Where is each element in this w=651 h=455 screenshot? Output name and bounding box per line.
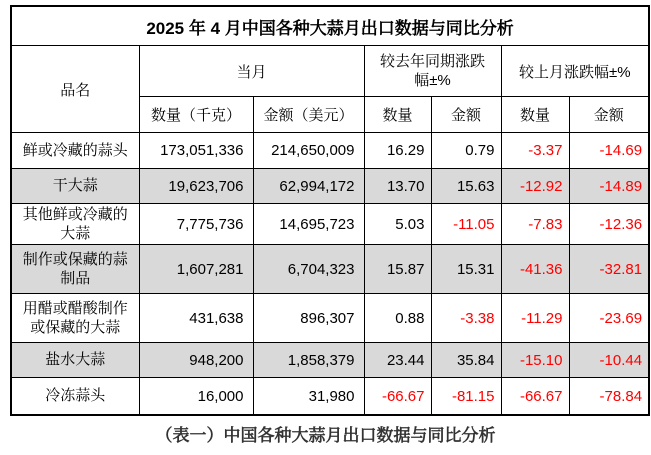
yoy-amount-cell: 15.31 — [431, 245, 501, 294]
column-header-amount-usd: 金额（美元） — [253, 97, 364, 133]
yoy-change-label: 较去年同期涨跌幅±% — [379, 52, 485, 89]
amount-usd-cell: 214,650,009 — [253, 133, 364, 169]
qty-kg-cell: 16,000 — [139, 378, 253, 416]
yoy-qty-cell: 0.88 — [364, 294, 431, 343]
mom-amount-cell: -12.36 — [569, 204, 649, 245]
amount-usd-cell: 62,994,172 — [253, 169, 364, 204]
title-row — [11, 6, 649, 46]
mom-qty-cell: -7.83 — [501, 204, 569, 245]
table-row — [11, 133, 649, 169]
mom-qty-cell: -15.10 — [501, 343, 569, 378]
yoy-qty-cell: 15.87 — [364, 245, 431, 294]
qty-kg-cell: 948,200 — [139, 343, 253, 378]
amount-usd-cell: 6,704,323 — [253, 245, 364, 294]
table-row — [11, 294, 649, 343]
qty-kg-cell: 173,051,336 — [139, 133, 253, 169]
product-name-cell: 制作或保藏的蒜制品 — [11, 245, 139, 294]
table-caption: （表一）中国各种大蒜月出口数据与同比分析 — [155, 426, 496, 445]
column-group-yoy-change — [364, 46, 501, 97]
yoy-qty-cell: 23.44 — [364, 343, 431, 378]
column-group-current-month: 当月 — [139, 46, 364, 97]
product-name-cell: 冷冻蒜头 — [11, 378, 139, 416]
column-header-mom-amount: 金额 — [569, 97, 649, 133]
header-group-row — [11, 46, 649, 97]
qty-kg-cell: 19,623,706 — [139, 169, 253, 204]
product-name-cell: 干大蒜 — [11, 169, 139, 204]
yoy-qty-cell: 16.29 — [364, 133, 431, 169]
amount-usd-cell: 896,307 — [253, 294, 364, 343]
mom-qty-cell: -11.29 — [501, 294, 569, 343]
yoy-amount-cell: 0.79 — [431, 133, 501, 169]
yoy-amount-cell: 15.63 — [431, 169, 501, 204]
table-row — [11, 343, 649, 378]
column-group-mom-change: 较上月涨跌幅±% — [501, 46, 649, 97]
qty-kg-cell: 431,638 — [139, 294, 253, 343]
column-header-yoy-amount: 金额 — [431, 97, 501, 133]
mom-qty-cell: -3.37 — [501, 133, 569, 169]
yoy-amount-cell: -3.38 — [431, 294, 501, 343]
mom-qty-cell: -41.36 — [501, 245, 569, 294]
table-row — [11, 204, 649, 245]
product-name-cell: 其他鲜或冷藏的大蒜 — [11, 204, 139, 245]
amount-usd-cell: 14,695,723 — [253, 204, 364, 245]
qty-kg-cell: 1,607,281 — [139, 245, 253, 294]
qty-kg-cell: 7,775,736 — [139, 204, 253, 245]
amount-usd-cell: 31,980 — [253, 378, 364, 416]
yoy-qty-cell: 5.03 — [364, 204, 431, 245]
mom-amount-cell: -23.69 — [569, 294, 649, 343]
product-name-cell: 用醋或醋酸制作或保藏的大蒜 — [11, 294, 139, 343]
mom-qty-cell: -66.67 — [501, 378, 569, 416]
yoy-qty-cell: -66.67 — [364, 378, 431, 416]
table-row — [11, 169, 649, 204]
table-title: 2025 年 4 月中国各种大蒜月出口数据与同比分析 — [11, 6, 649, 46]
table-body — [11, 133, 649, 416]
mom-amount-cell: -32.81 — [569, 245, 649, 294]
column-header-product: 品名 — [11, 46, 139, 133]
table-row — [11, 245, 649, 294]
column-header-qty-kg: 数量（千克） — [139, 97, 253, 133]
mom-amount-cell: -14.69 — [569, 133, 649, 169]
mom-qty-cell: -12.92 — [501, 169, 569, 204]
yoy-qty-cell: 13.70 — [364, 169, 431, 204]
mom-amount-cell: -10.44 — [569, 343, 649, 378]
column-header-mom-qty: 数量 — [501, 97, 569, 133]
yoy-amount-cell: 35.84 — [431, 343, 501, 378]
product-name-cell: 盐水大蒜 — [11, 343, 139, 378]
garlic-export-table — [10, 5, 650, 416]
mom-amount-cell: -78.84 — [569, 378, 649, 416]
yoy-amount-cell: -81.15 — [431, 378, 501, 416]
yoy-amount-cell: -11.05 — [431, 204, 501, 245]
product-name-cell: 鲜或冷藏的蒜头 — [11, 133, 139, 169]
amount-usd-cell: 1,858,379 — [253, 343, 364, 378]
mom-amount-cell: -14.89 — [569, 169, 649, 204]
column-header-yoy-qty: 数量 — [364, 97, 431, 133]
table-row — [11, 378, 649, 416]
